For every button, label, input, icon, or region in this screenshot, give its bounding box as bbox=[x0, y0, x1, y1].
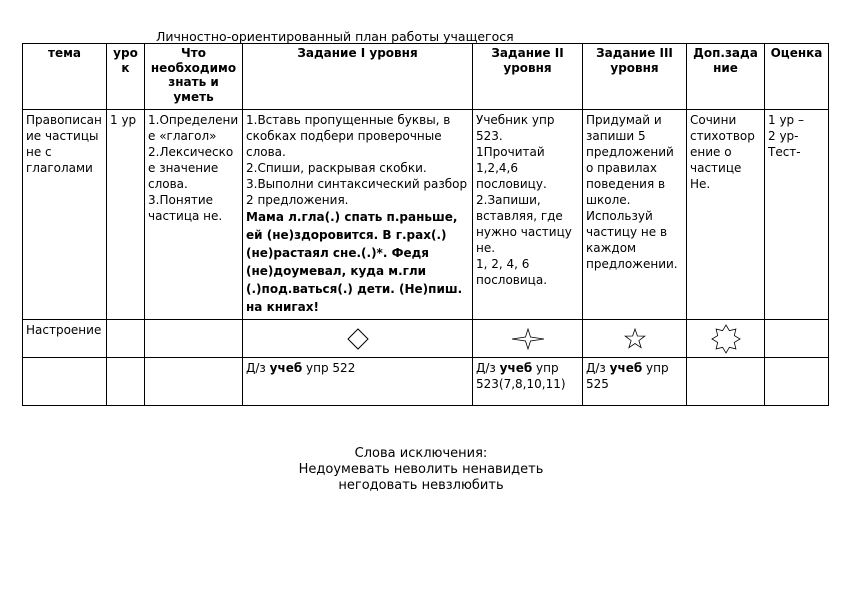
exceptions-heading: Слова исключения: bbox=[354, 446, 488, 461]
header-level3: Задание III уровня bbox=[583, 44, 687, 110]
cell-grade bbox=[765, 110, 829, 320]
task-item: 3.Выполни синтаксический разбор 2 предложения. bbox=[246, 177, 468, 207]
cell-empty bbox=[145, 358, 243, 406]
cell-empty bbox=[23, 358, 107, 406]
cell-level1 bbox=[243, 110, 473, 320]
diamond-icon[interactable] bbox=[346, 327, 370, 351]
header-grade: Оценка bbox=[765, 44, 829, 110]
cell-empty bbox=[145, 320, 243, 358]
mood-row bbox=[23, 320, 829, 358]
grade-item: 1 ур – bbox=[768, 113, 804, 127]
exceptions-line: негодовать невзлюбить bbox=[338, 478, 504, 493]
header-level2: Задание II уровня bbox=[473, 44, 583, 110]
task-item: 1.Вставь пропущенные буквы, в скобках подбери проверочные слова. bbox=[246, 113, 451, 159]
cell-level3: Придумай и запиши 5 предложений о правилах поведения в школе. Используй частицу не в каждом предложении. bbox=[583, 110, 687, 320]
header-row bbox=[23, 44, 829, 110]
task-item: 2.Спиши, раскрывая скобки. bbox=[246, 161, 427, 175]
header-know: Что необходимо знать и уметь bbox=[145, 44, 243, 110]
cell-topic: Правописание частицы не с глаголами bbox=[23, 110, 107, 320]
eight-point-star-icon[interactable] bbox=[711, 324, 741, 354]
header-lesson: урок bbox=[107, 44, 145, 110]
know-item: 2.Лексическое значение слова. bbox=[148, 145, 234, 191]
cell-mood-level2 bbox=[473, 320, 583, 358]
exceptions-block bbox=[0, 446, 842, 494]
task-item: 1Прочитай 1,2,4,6 пословицу. bbox=[476, 145, 547, 191]
header-topic: тема bbox=[23, 44, 107, 110]
exceptions-line: Недоумевать неволить ненавидеть bbox=[298, 462, 544, 477]
cell-know bbox=[145, 110, 243, 320]
header-extra: Доп.задание bbox=[687, 44, 765, 110]
homework-row bbox=[23, 358, 829, 406]
cell-extra: Сочини стихотворение о частице Не. bbox=[687, 110, 765, 320]
know-item: 1.Определение «глагол» bbox=[148, 113, 239, 143]
cell-hw-level3: Д/з учеб упр 525 bbox=[583, 358, 687, 406]
cell-hw-level2: Д/з учеб упр 523(7,8,10,11) bbox=[473, 358, 583, 406]
cell-empty bbox=[107, 358, 145, 406]
cell-mood-label: Настроение bbox=[23, 320, 107, 358]
know-item: 3.Понятие частица не. bbox=[148, 193, 223, 223]
cell-mood-level3 bbox=[583, 320, 687, 358]
cell-empty bbox=[687, 358, 765, 406]
page-title: Личностно-ориентированный план работы учащегося bbox=[156, 29, 642, 44]
task-item: 2.Запиши, вставляя, где нужно частицу не. bbox=[476, 193, 572, 255]
grade-item: Тест- bbox=[768, 145, 801, 159]
main-row bbox=[23, 110, 829, 320]
plan-table bbox=[22, 43, 829, 406]
task-item: Учебник упр 523. bbox=[476, 113, 555, 143]
cell-empty bbox=[107, 320, 145, 358]
five-point-star-icon[interactable] bbox=[624, 328, 646, 350]
exercise-text: Мама л.гла(.) спать п.раньше, ей (не)здоровится. В г.рах(.) (не)растаял сне.(.)*. Федя (не)доумевал, куда м.гли (.)под.ваться(.) дети. (Не)пиш. на книгах! bbox=[246, 210, 463, 314]
four-point-star-icon[interactable] bbox=[511, 328, 545, 350]
cell-level2 bbox=[473, 110, 583, 320]
cell-mood-level1 bbox=[243, 320, 473, 358]
grade-item: 2 ур- bbox=[768, 129, 799, 143]
cell-empty bbox=[765, 358, 829, 406]
cell-mood-extra bbox=[687, 320, 765, 358]
cell-hw-level1: Д/з учеб упр 522 bbox=[243, 358, 473, 406]
cell-empty bbox=[765, 320, 829, 358]
cell-lesson: 1 ур bbox=[107, 110, 145, 320]
task-item: 1, 2, 4, 6 пословица. bbox=[476, 257, 548, 287]
header-level1: Задание I уровня bbox=[243, 44, 473, 110]
